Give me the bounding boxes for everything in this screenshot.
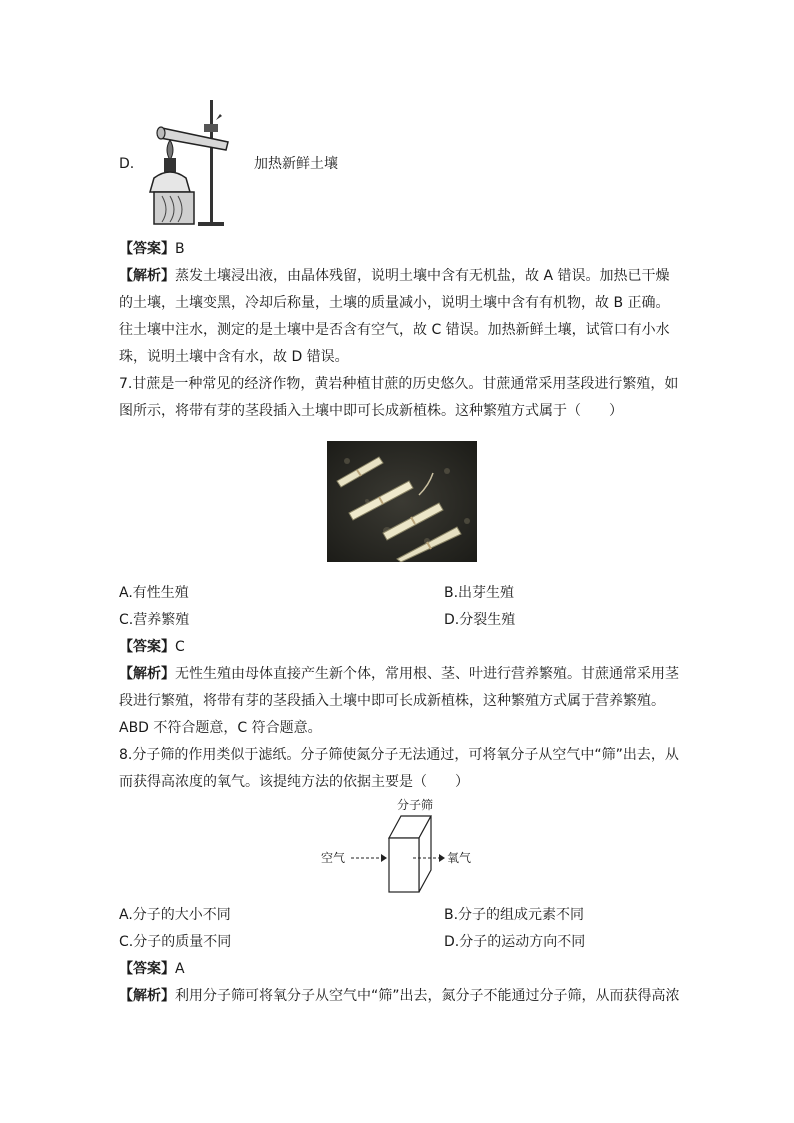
molecular-sieve-diagram (315, 796, 485, 896)
answer-tag: 【答案】 (119, 639, 175, 655)
analysis-text: 蒸发土壤浸出液，由晶体残留，说明土壤中含有无机盐，故 A 错误。加热已干燥 (175, 268, 670, 284)
q8-option-c: C.分子的质量不同 (119, 934, 232, 950)
q7-analysis-line-3: ABD 不符合题意，C 符合题意。 (119, 720, 322, 736)
analysis-tag: 【解析】 (119, 988, 175, 1004)
q8-stem-line-1: 8.分子筛的作用类似于滤纸。分子筛使氮分子无法通过，可将氧分子从空气中“筛”出去，从 (119, 747, 679, 763)
q7-stem-line-2: 图所示，将带有芽的茎段插入土壤中即可长成新植株。这种繁殖方式属于（ ） (119, 403, 623, 419)
q6-analysis-line-1 (119, 266, 669, 286)
option-d-label: D. (119, 156, 135, 172)
answer-tag: 【答案】 (119, 961, 175, 977)
q6-analysis-line-3: 往土壤中注水，测定的是土壤中是否含有空气，故 C 错误。加热新鲜土壤，试管口有小水 (119, 322, 670, 338)
q8-stem-line-2: 而获得高浓度的氧气。该提纯方法的依据主要是（ ） (119, 774, 469, 790)
q7-analysis-line-1 (119, 664, 679, 684)
answer-value: A (175, 961, 185, 977)
q7-analysis-line-2: 段进行繁殖，将带有芽的茎段插入土壤中即可长成新植株，这种繁殖方式属于营养繁殖。 (119, 693, 665, 709)
q7-option-c: C.营养繁殖 (119, 612, 190, 628)
heating-apparatus-figure (148, 98, 240, 230)
q6-analysis-line-4: 珠，说明土壤中含有水，故 D 错误。 (119, 349, 349, 365)
analysis-tag: 【解析】 (119, 666, 175, 682)
sugarcane-cuttings-photo (327, 441, 477, 562)
analysis-tag: 【解析】 (119, 268, 175, 284)
air-label: 空气 (321, 851, 346, 865)
analysis-text: 无性生殖由母体直接产生新个体，常用根、茎、叶进行营养繁殖。甘蔗通常采用茎 (175, 666, 679, 682)
sieve-label: 分子筛 (397, 798, 434, 812)
q8-option-a: A.分子的大小不同 (119, 907, 231, 923)
answer-value: C (175, 639, 185, 655)
q8-analysis-line-1 (119, 986, 680, 1006)
q7-stem-line-1: 7.甘蔗是一种常见的经济作物，黄岩种植甘蔗的历史悠久。甘蔗通常采用茎段进行繁殖，如 (119, 376, 679, 392)
option-d-text: 加热新鲜土壤 (254, 156, 338, 172)
q8-answer (119, 959, 185, 979)
oxygen-label: 氧气 (447, 851, 472, 865)
q8-option-b: B.分子的组成元素不同 (444, 907, 585, 923)
q7-option-b: B.出芽生殖 (444, 585, 515, 601)
analysis-text: 利用分子筛可将氧分子从空气中“筛”出去，氮分子不能通过分子筛，从而获得高浓 (175, 988, 680, 1004)
answer-value: B (175, 241, 185, 257)
q8-option-d: D.分子的运动方向不同 (444, 934, 586, 950)
q7-option-a: A.有性生殖 (119, 585, 189, 601)
q6-analysis-line-2: 的土壤，土壤变黑，冷却后称量，土壤的质量减小，说明土壤中含有有机物，故 B 正确。 (119, 295, 670, 311)
answer-tag: 【答案】 (119, 241, 175, 257)
q7-option-d: D.分裂生殖 (444, 612, 516, 628)
q6-answer (119, 239, 185, 259)
q7-answer (119, 637, 185, 657)
